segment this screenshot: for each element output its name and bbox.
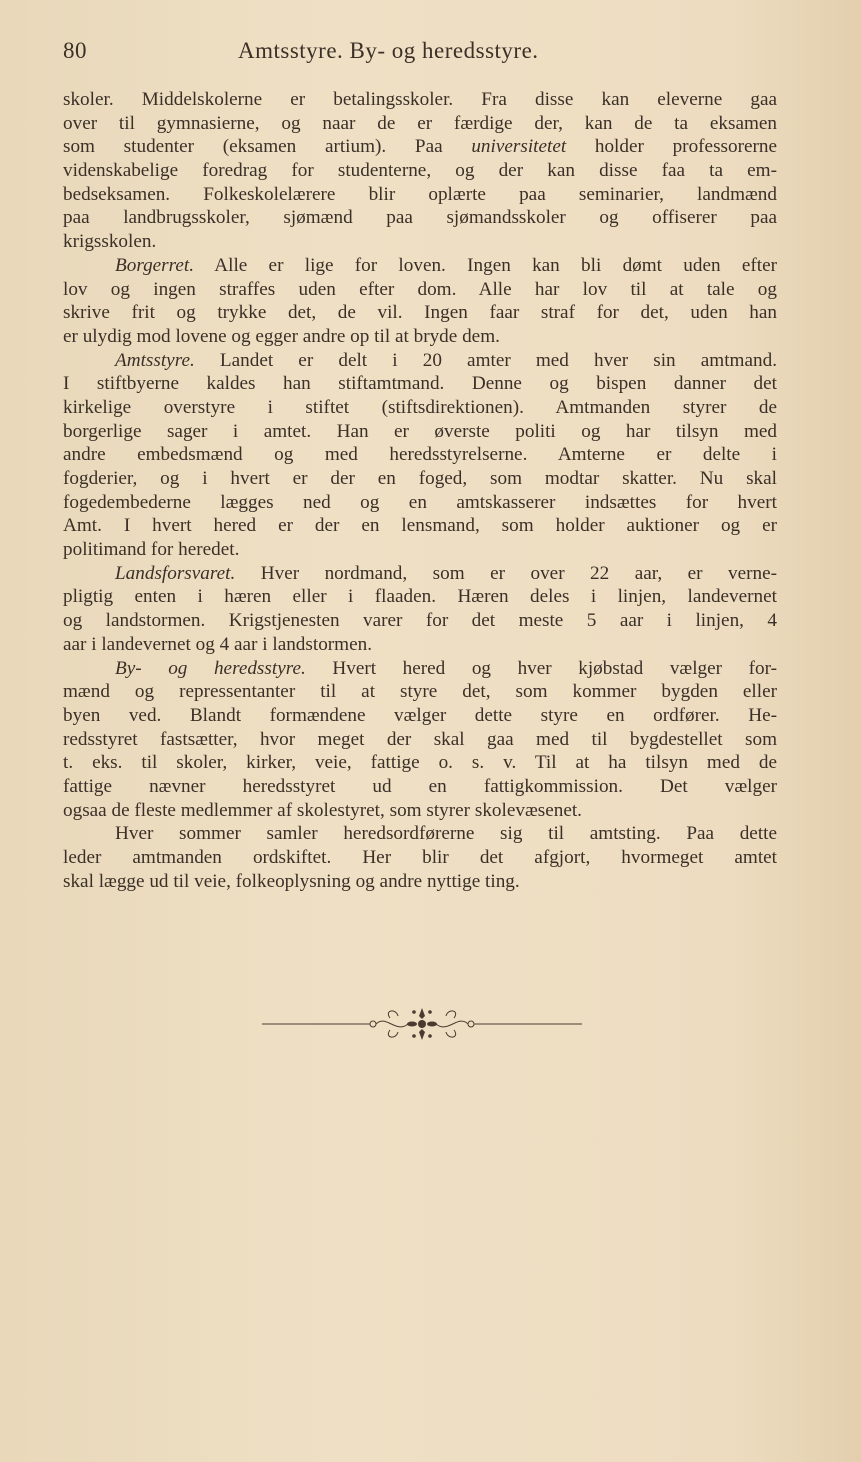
text-line [63, 278, 777, 302]
text-line [63, 751, 777, 775]
text-run: Landet er delt i 20 amter med hver sin amtmand. [194, 349, 777, 371]
text-run: fogderier, og i hvert er der en foged, som modtar skatter. Nu skal [63, 468, 777, 489]
text-line [63, 230, 777, 254]
text-run: holder professorerne [566, 136, 777, 158]
text-line [63, 183, 777, 207]
text-line [63, 491, 777, 515]
text-line [63, 443, 777, 467]
text-run: Hvert hered og hver kjøbstad vælger for- [305, 657, 777, 679]
text-line [63, 325, 777, 349]
text-run: mænd og repressentanter til at styre det, som kommer bygden eller [63, 681, 777, 703]
text-run: og landstormen. Krigstjenesten varer for det meste 5 aar i linjen, 4 [63, 610, 777, 632]
text-line [63, 657, 777, 681]
text-run: skoler. Middelskolerne er betalingsskoler. Fra disse kan eleverne gaa [63, 89, 777, 110]
text-line [63, 420, 777, 444]
text-run: t. eks. til skoler, kirker, veie, fattige o. s. v. Til at ha tilsyn med de [63, 752, 777, 774]
text-line [63, 846, 777, 870]
text-line [63, 254, 777, 278]
italic-heading: Amtsstyre. [115, 349, 195, 371]
text-run: Hver nordmand, som er over 22 aar, er verne- [235, 562, 777, 584]
italic-heading: By- og heredsstyre. [115, 657, 306, 679]
text-run: skal lægge ud til veie, folkeoplysning og andre nyttige ting. [63, 870, 520, 892]
text-run: bedseksamen. Folkeskolelærere blir oplærte paa seminarier, landmænd [63, 183, 777, 205]
text-run: over til gymnasierne, og naar de er færdige der, kan de ta eksamen [63, 112, 777, 134]
text-line [63, 609, 777, 633]
text-run: krigsskolen. [63, 231, 157, 253]
text-line [63, 728, 777, 752]
page-number: 80 [63, 38, 87, 63]
text-line [63, 112, 777, 136]
text-line [63, 206, 777, 230]
text-run: ogsaa de fleste medlemmer af skolestyret, som styrer skolevæsenet. [63, 799, 582, 821]
italic-heading: Borgerret. [115, 254, 195, 276]
text-line [63, 870, 777, 894]
text-line [63, 467, 777, 491]
text-run: Amt. I hvert hered er der en lensmand, som holder auktioner og er [63, 515, 777, 537]
text-run: som studenter (eksamen artium). Paa [63, 136, 472, 158]
text-run: redsstyret fastsætter, hvor meget der skal gaa med til bygdestellet som [63, 728, 777, 750]
text-run: skrive frit og trykke det, de vil. Ingen faar straf for det, uden han [63, 302, 777, 324]
text-line [63, 396, 777, 420]
text-run: borgerlige sager i amtet. Han er øverste politi og har tilsyn med [63, 420, 777, 442]
text-line [63, 585, 777, 609]
text-line [63, 704, 777, 728]
text-line [63, 775, 777, 799]
italic-heading: universitetet [471, 136, 567, 158]
text-run: byen ved. Blandt formændene vælger dette styre en ordfører. He- [63, 704, 777, 726]
text-run: Alle er lige for loven. Ingen kan bli dømt uden efter [194, 254, 777, 276]
text-line [63, 514, 777, 538]
text-run: lov og ingen straffes uden efter dom. Alle har lov til at tale og [63, 278, 777, 300]
text-run: fattige nævner heredsstyret ud en fattigkommission. Det vælger [63, 775, 777, 797]
text-line [63, 799, 777, 823]
text-line [63, 349, 777, 373]
body-text [63, 88, 777, 893]
text-run: Hver sommer samler heredsordførerne sig til amtsting. Paa dette [115, 823, 777, 845]
running-head-title: Amtsstyre. By- og heredsstyre. [238, 38, 539, 63]
text-line [63, 88, 777, 112]
text-line [63, 633, 777, 657]
text-run: pligtig enten i hæren eller i flaaden. Hæren deles i linjen, landevernet [63, 586, 777, 608]
text-line [63, 135, 777, 159]
text-run: aar i landevernet og 4 aar i landstormen. [63, 633, 373, 655]
text-run: andre embedsmænd og med heredsstyrelserne. Amterne er delte i [63, 444, 777, 466]
text-run: kirkelige overstyre i stiftet (stiftsdirektionen). Amtmanden styrer de [63, 396, 777, 418]
text-line [63, 372, 777, 396]
text-line [63, 159, 777, 183]
text-line [63, 538, 777, 562]
text-line [63, 562, 777, 586]
text-line [63, 822, 777, 846]
text-run: paa landbrugsskoler, sjømænd paa sjømandsskoler og offiserer paa [63, 207, 777, 229]
text-run: fogedembederne lægges ned og en amtskasserer indsættes for hvert [63, 491, 777, 513]
fleuron-ornament-icon [262, 1000, 582, 1048]
text-run: politimand for heredet. [63, 539, 240, 561]
text-line [63, 301, 777, 325]
italic-heading: Landsforsvaret. [115, 562, 236, 584]
text-run: er ulydig mod lovene og egger andre op til at bryde dem. [63, 325, 500, 347]
text-run: videnskabelige foredrag for studenterne, og der kan disse faa ta em- [63, 160, 777, 182]
text-run: I stiftbyerne kaldes han stiftamtmand. Denne og bispen danner det [63, 373, 777, 395]
text-line [63, 680, 777, 704]
running-head [63, 38, 783, 72]
text-run: leder amtmanden ordskiftet. Her blir det afgjort, hvormeget amtet [63, 847, 777, 868]
